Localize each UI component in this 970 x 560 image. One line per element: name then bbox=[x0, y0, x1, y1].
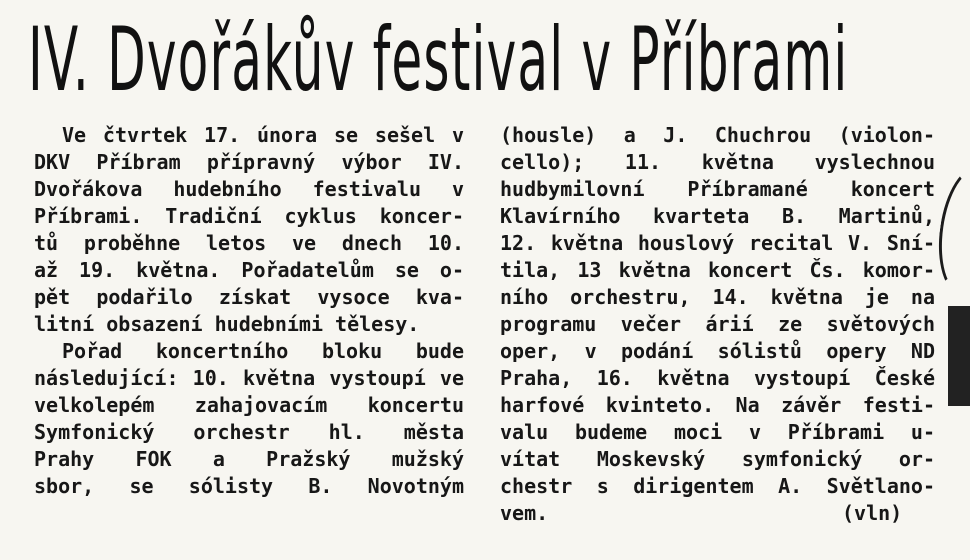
text-line: Ve čtvrtek 17. února se sešel v bbox=[62, 123, 464, 147]
text-line: chestr s dirigentem A. Světlano- bbox=[500, 474, 935, 498]
text-line: vem. bbox=[500, 501, 549, 525]
text-line: následující: 10. května vystoupí ve bbox=[34, 366, 464, 390]
text-line: velkolepém zahajovacím koncertu bbox=[34, 393, 464, 417]
text-line: DKV Příbram přípravný výbor IV. bbox=[34, 150, 464, 174]
text-line: cello); 11. května vyslechnou bbox=[500, 150, 935, 174]
article-column-left bbox=[34, 122, 464, 500]
text-line: Prahy FOK a Pražský mužský bbox=[34, 447, 464, 471]
text-line: 12. května houslový recital V. Sní- bbox=[500, 231, 935, 255]
text-line: hudbymilovní Příbramané koncert bbox=[500, 177, 935, 201]
text-line: Dvořákova hudebního festivalu v bbox=[34, 177, 464, 201]
text-line: Symfonický orchestr hl. města bbox=[34, 420, 464, 444]
text-line: litní obsazení hudebními tělesy. bbox=[34, 312, 420, 336]
text-line: Příbrami. Tradiční cyklus koncer- bbox=[34, 204, 464, 228]
headline: IV. Dvořákův festival v Příbrami bbox=[28, 8, 849, 111]
text-line: tů proběhne letos ve dnech 10. bbox=[34, 231, 464, 255]
adjacent-print-block bbox=[948, 306, 970, 406]
text-line: valu budeme moci v Příbrami u- bbox=[500, 420, 935, 444]
text-line: až 19. května. Pořadatelům se o- bbox=[34, 258, 464, 282]
text-line: (housle) a J. Chuchrou (violon- bbox=[500, 123, 935, 147]
text-line: Praha, 16. května vystoupí České bbox=[500, 366, 935, 390]
text-line: Pořad koncertního bloku bude bbox=[62, 339, 464, 363]
text-line: harfové kvinteto. Na závěr festi- bbox=[500, 393, 935, 417]
text-line: pět podařilo získat vysoce kva- bbox=[34, 285, 464, 309]
author-signature: (vln) bbox=[842, 501, 903, 525]
text-line: oper, v podání sólistů opery ND bbox=[500, 339, 935, 363]
text-line: Klavírního kvarteta B. Martinů, bbox=[500, 204, 935, 228]
adjacent-clipping-edge bbox=[931, 162, 970, 299]
article-column-right bbox=[500, 122, 935, 527]
text-line: programu večer árií ze světových bbox=[500, 312, 935, 336]
text-line: vítat Moskevský symfonický or- bbox=[500, 447, 935, 471]
text-line: ního orchestru, 14. května je na bbox=[500, 285, 935, 309]
text-line: sbor, se sólisty B. Novotným bbox=[34, 474, 464, 498]
text-line: tila, 13 května koncert Čs. komor- bbox=[500, 258, 935, 282]
